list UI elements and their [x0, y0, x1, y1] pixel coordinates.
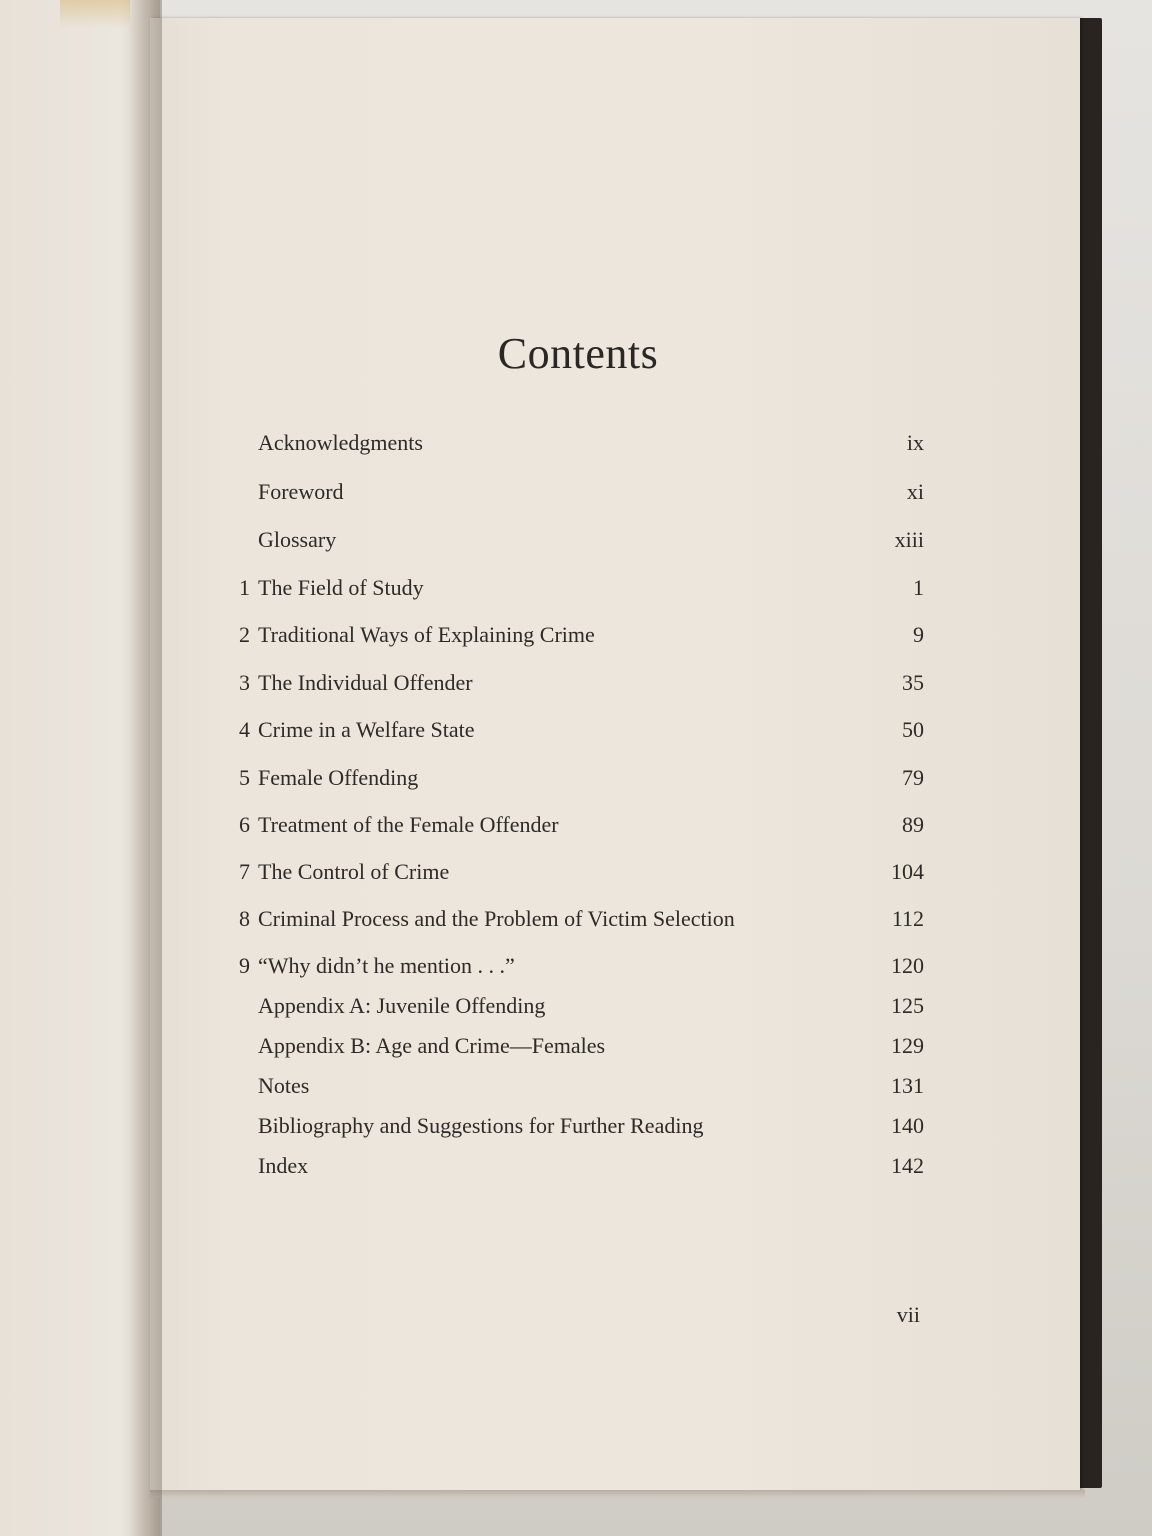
toc-entry	[0, 993, 1152, 1027]
toc-page-number: 140	[891, 1113, 924, 1138]
toc-entry-title: Traditional Ways of Explaining Crime	[258, 622, 595, 647]
toc-page-number: 125	[891, 993, 924, 1018]
page-bottom-edge	[150, 1490, 1085, 1498]
toc-page-number: xiii	[894, 527, 924, 552]
toc-entry	[0, 527, 1152, 561]
toc-entry	[0, 479, 1152, 513]
toc-chapter-number: 4	[239, 717, 250, 742]
toc-page-number: 1	[913, 575, 924, 600]
toc-entry-title: Appendix A: Juvenile Offending	[258, 993, 546, 1018]
toc-entry	[0, 1153, 1152, 1187]
page-stain	[60, 0, 130, 28]
toc-page-number: 129	[891, 1033, 924, 1058]
toc-entry-title: Index	[258, 1153, 309, 1178]
toc-page-number: 120	[891, 953, 924, 978]
toc-entry-title: Notes	[258, 1073, 310, 1098]
toc-chapter-number: 8	[239, 906, 250, 931]
toc-page-number: 9	[913, 622, 924, 647]
toc-entry-title: Acknowledgments	[258, 430, 423, 455]
toc-entry-title: The Control of Crime	[258, 859, 450, 884]
toc-entry	[0, 717, 1152, 751]
toc-page-number: 79	[902, 765, 924, 790]
toc-chapter-number: 6	[239, 812, 250, 837]
toc-entry-title: Treatment of the Female Offender	[258, 812, 559, 837]
toc-entry-title: Bibliography and Suggestions for Further Reading	[258, 1113, 704, 1138]
toc-chapter-number: 3	[239, 670, 250, 695]
toc-entry	[0, 430, 1152, 464]
toc-entry	[0, 906, 1152, 940]
toc-page-number: 131	[891, 1073, 924, 1098]
toc-page-number: 89	[902, 812, 924, 837]
page-folio: vii	[896, 1302, 920, 1327]
toc-page-number: 50	[902, 717, 924, 742]
toc-entry-title: Foreword	[258, 479, 344, 504]
toc-page-number: 104	[891, 859, 924, 884]
toc-chapter-number: 5	[239, 765, 250, 790]
toc-entry-title: Female Offending	[258, 765, 419, 790]
toc-entry-title: The Field of Study	[258, 575, 424, 600]
toc-page-number: ix	[906, 430, 924, 455]
toc-entry	[0, 1113, 1152, 1147]
toc-entry	[0, 859, 1152, 893]
toc-entry-title: The Individual Offender	[258, 670, 473, 695]
page-title: Contents	[497, 329, 659, 378]
toc-entry-title: Glossary	[258, 527, 337, 552]
toc-entry	[0, 953, 1152, 987]
toc-page-number: 142	[891, 1153, 924, 1178]
toc-entry-title: Appendix B: Age and Crime—Females	[258, 1033, 606, 1058]
toc-entry	[0, 765, 1152, 799]
toc-entry	[0, 812, 1152, 846]
toc-page-number: xi	[906, 479, 924, 504]
toc-entry	[0, 622, 1152, 656]
toc-page-number: 112	[891, 906, 924, 931]
toc-entry	[0, 1033, 1152, 1067]
toc-chapter-number: 7	[239, 859, 250, 884]
toc-entry	[0, 670, 1152, 704]
toc-chapter-number: 1	[239, 575, 250, 600]
toc-entry	[0, 1073, 1152, 1107]
toc-entry-title: Criminal Process and the Problem of Victim Selection	[258, 906, 735, 931]
toc-chapter-number: 9	[239, 953, 250, 978]
toc-entry-title: Crime in a Welfare State	[258, 717, 475, 742]
toc-entry-title: “Why didn’t he mention . . .”	[258, 953, 515, 978]
contents-page	[150, 18, 1080, 1496]
toc-page-number: 35	[902, 670, 924, 695]
toc-entry	[0, 575, 1152, 609]
toc-chapter-number: 2	[239, 622, 250, 647]
